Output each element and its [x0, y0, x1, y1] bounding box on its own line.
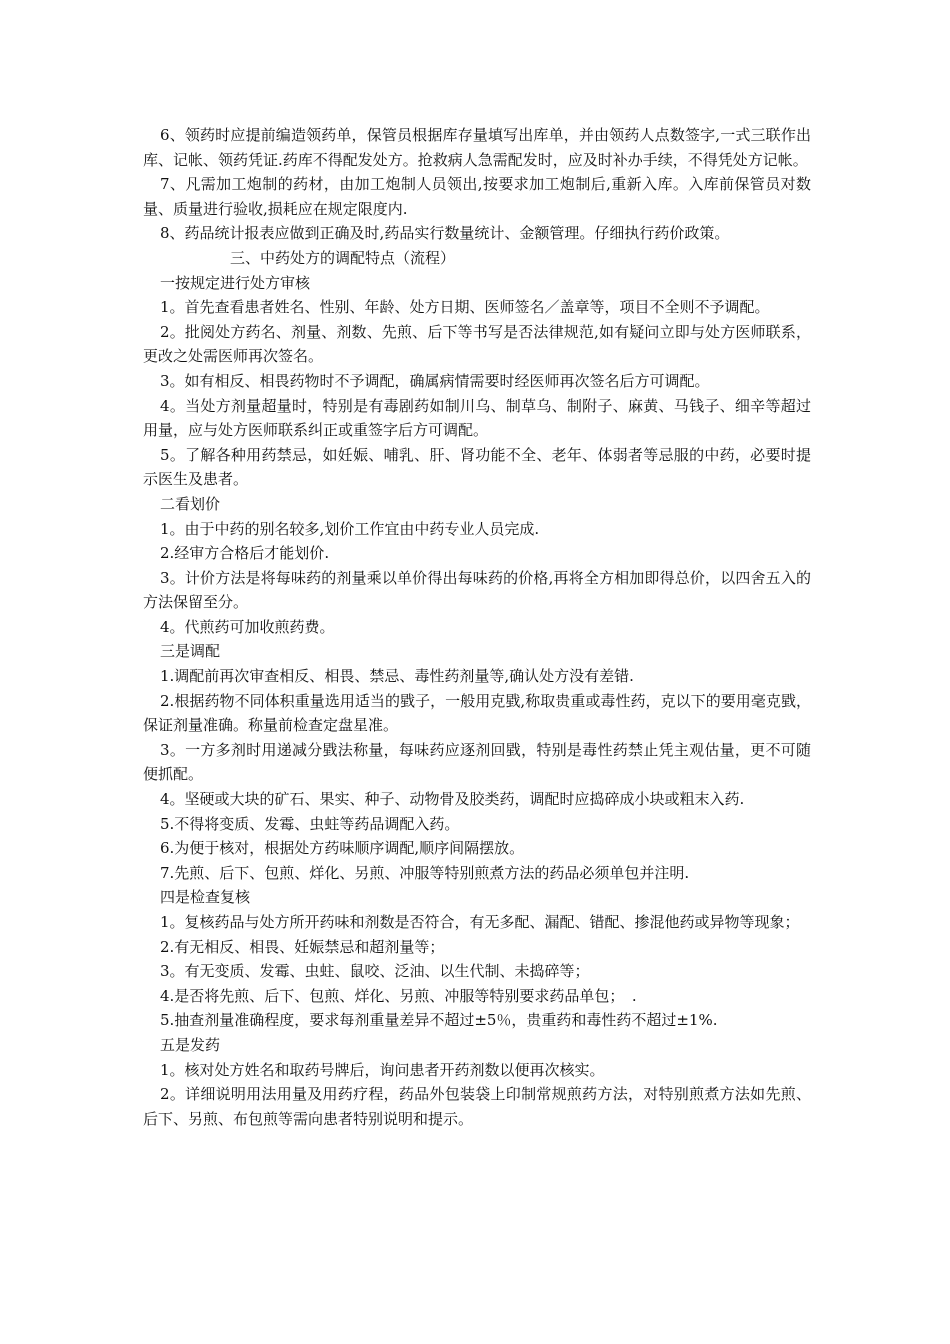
review-item-4: 4。当处方剂量超量时，特别是有毒剧药如制川乌、制草乌、制附子、麻黄、马钱子、细辛等超过用量，应与处方医师联系纠正或重签字后方可调配。 [143, 396, 811, 440]
subheading-check: 四是检查复核 [160, 888, 251, 907]
check-item-1: 1。复核药品与处方所开药味和剂数是否符合，有无多配、漏配、错配、掺混他药或异物等现象； [160, 913, 800, 931]
dispensing-item-4: 4。坚硬或大块的矿石、果实、种子、动物骨及胶类药，调配时应捣碎成小块或粗末入药. [160, 790, 745, 809]
dispensing-item-7: 7.先煎、后下、包煎、烊化、另煎、冲服等特别煎煮方法的药品必须单包并注明. [160, 863, 690, 882]
dispensing-item-2: 2.根据药物不同体积重量选用适当的戥子，一般用克戥,称取贵重或毒性药，克以下的要用毫克戥，保证剂量准确。称量前检查定盘星准。 [143, 691, 811, 735]
dispensing-item-1: 1.调配前再次审查相反、相畏、禁忌、毒性药剂量等,确认处方没有差错. [160, 667, 634, 686]
review-item-1: 1。首先查看患者姓名、性别、年龄、处方日期、医师签名／盖章等，项目不全则不予调配。 [160, 298, 770, 317]
paragraph-item-7: 7、凡需加工炮制的药材，由加工炮制人员领出,按要求加工炮制后,重新入库。入库前保管员对数量、质量进行验收,损耗应在规定限度内. [143, 175, 811, 218]
review-item-3: 3。如有相反、相畏药物时不予调配，确属病情需要时经医师再次签名后方可调配。 [160, 371, 710, 390]
subheading-dispensing: 三是调配 [160, 642, 221, 661]
subheading-review: 一按规定进行处方审核 [160, 273, 311, 292]
paragraph-item-6: 6、领药时应提前编造领药单，保管员根据库存量填写出库单，并由领药人点数签字,一式三联作出库、记帐、领药凭证.药库不得配发处方。抢救病人急需配发时，应及时补办手续，不得凭处方记帐。 [143, 126, 811, 169]
issue-item-2: 2。详细说明用法用量及用药疗程，药品外包装袋上印制常规煎药方法，对特别煎煮方法如先煎、后下、另煎、布包煎等需向患者特别说明和提示。 [143, 1085, 811, 1128]
dispensing-item-3: 3。一方多剂时用递减分戥法称量，每味药应逐剂回戥，特别是毒性药禁止凭主观估量，更不可随便抓配。 [143, 740, 811, 784]
check-item-3: 3。有无变质、发霉、虫蛀、鼠咬、泛油、以生代制、未捣碎等； [160, 962, 590, 981]
dispensing-item-6: 6.为便于核对，根据处方药味顺序调配,顺序间隔摆放。 [160, 839, 525, 858]
issue-item-1: 1。核对处方姓名和取药号牌后，询问患者开药剂数以便再次核实。 [160, 1060, 605, 1079]
document-body [143, 123, 811, 1131]
check-item-4: 4.是否将先煎、后下、包煎、烊化、另煎、冲服等特别要求药品单包； . [160, 986, 637, 1005]
check-item-2: 2.有无相反、相畏、妊娠禁忌和超剂量等； [160, 937, 445, 956]
section-heading: 三、中药处方的调配特点（流程） [230, 248, 456, 267]
paragraph-item-8: 8、药品统计报表应做到正确及时,药品实行数量统计、金额管理。仔细执行药价政策。 [160, 224, 730, 243]
dispensing-item-5: 5.不得将变质、发霉、虫蛀等药品调配入药。 [160, 814, 460, 833]
pricing-item-1: 1。由于中药的别名较多,划价工作宜由中药专业人员完成. [160, 519, 540, 538]
pricing-item-3: 3。计价方法是将每味药的剂量乘以单价得出每味药的价格,再将全方相加即得总价，以四舍五入的方法保留至分。 [143, 568, 811, 612]
review-item-5: 5。了解各种用药禁忌，如妊娠、哺乳、肝、肾功能不全、老年、体弱者等忌服的中药，必要时提示医生及患者。 [143, 445, 811, 489]
pricing-item-4: 4。代煎药可加收煎药费。 [160, 617, 335, 636]
subheading-pricing: 二看划价 [160, 494, 221, 513]
pricing-item-2: 2.经审方合格后才能划价. [160, 544, 330, 563]
review-item-2: 2。批阅处方药名、剂量、剂数、先煎、后下等书写是否法律规范,如有疑问立即与处方医师联系，更改之处需医师再次签名。 [143, 322, 811, 366]
subheading-issue: 五是发药 [160, 1035, 221, 1054]
check-item-5: 5.抽查剂量准确程度，要求每剂重量差异不超过±5％，贵重药和毒性药不超过±1%. [160, 1011, 718, 1030]
